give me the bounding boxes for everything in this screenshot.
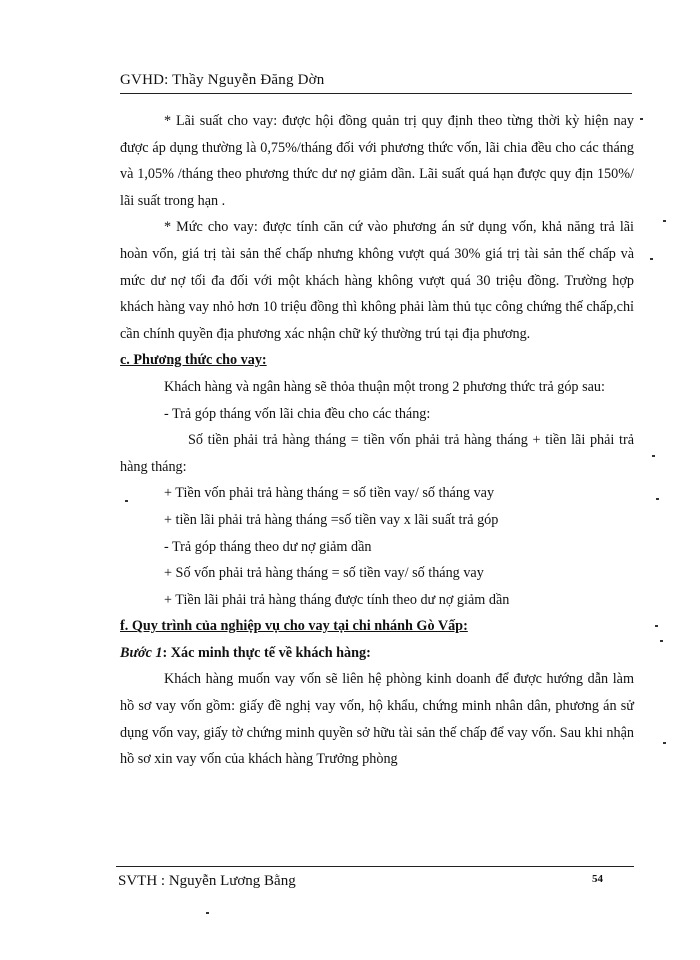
list-item-principal-2: + Số vốn phải trả hàng tháng = số tiền vay/ số tháng vay <box>164 565 484 582</box>
footer-divider <box>116 866 634 867</box>
page-header: GVHD: Thầy Nguyễn Đăng Dờn <box>120 72 325 88</box>
scan-speck <box>650 258 653 260</box>
scan-speck <box>206 912 209 914</box>
scan-speck <box>663 220 666 222</box>
page-number: 54 <box>592 873 603 885</box>
formula-monthly-payment: Số tiền phải trả hàng tháng = tiền vốn phải trả hàng tháng + tiền lãi phải trả hàng tháng: <box>120 432 634 475</box>
scan-speck <box>656 498 659 500</box>
page-footer-author: SVTH : Nguyễn Lương Bằng <box>118 873 296 889</box>
scan-speck <box>652 455 655 457</box>
list-item-interest-2: + Tiền lãi phải trả hàng tháng được tính theo dư nợ giảm dần <box>164 591 510 608</box>
step-1-heading <box>120 640 634 667</box>
step-1-paragraph: Khách hàng muốn vay vốn sẽ liên hệ phòng kinh doanh để được hướng dẫn làm hồ sơ vay vốn gồm: giấy đề nghị vay vốn, hộ khẩu, chứng minh nhân dân, phương án sử dụng vốn vay, giấy tờ chứng minh quyền sở hữu tài sản thế chấp để vay vốn. Sau khi nhận hồ sơ xin vay vốn của khách hàng Trưởng phòng <box>120 671 634 768</box>
step-1-label: Bước 1 <box>120 644 163 661</box>
list-item-decreasing-balance: - Trả góp tháng theo dư nợ giảm dần <box>164 538 372 555</box>
scan-speck <box>660 640 663 642</box>
interest-rate-paragraph: * Lãi suất cho vay: được hội đồng quản trị quy định theo từng thời kỳ hiện nay được áp dụng thường là 0,75%/tháng đối với phương thức vốn, lãi chia đều cho các tháng và 1,05% /tháng theo phương thức dư nợ giảm dần. Lãi suất quá hạn được quy địn 150%/ lãi suất trong hạn . <box>120 113 634 209</box>
loan-amount-paragraph: * Mức cho vay: được tính căn cứ vào phương án sử dụng vốn, khả năng trả lãi hoàn vốn, giá trị tài sản thế chấp nhưng không vượt quá 30% giá trị tài sản thế chấp và mức dư nợ tối đa đối với một khách hàng không vượt quá 30 triệu đồng. Trường hợp khách hàng vay nhỏ hơn 10 triệu đồng thì không phải làm thủ tục công chứng thế chấp,chỉ cần chính quyền địa phương xác nhận chữ ký thường trú tại địa phương. <box>120 219 634 342</box>
section-heading-c: c. Phương thức cho vay: <box>120 352 267 369</box>
list-item-principal: + Tiền vốn phải trả hàng tháng = số tiền vay/ số tháng vay <box>164 485 495 502</box>
scan-speck <box>663 742 666 744</box>
list-item-equal-installment: - Trả góp tháng vốn lãi chia đều cho các tháng: <box>164 405 431 422</box>
section-heading-f: f. Quy trình của nghiệp vụ cho vay tại chi nhánh Gò Vấp: <box>120 618 468 635</box>
header-divider <box>120 93 632 94</box>
scan-speck <box>125 500 128 502</box>
list-item-interest: + tiền lãi phải trả hàng tháng =số tiền vay x lãi suất trả góp <box>164 511 499 528</box>
scan-speck <box>640 118 643 120</box>
page-body <box>120 108 634 773</box>
scan-speck <box>655 625 658 627</box>
repayment-intro-paragraph: Khách hàng và ngân hàng sẽ thỏa thuận một trong 2 phương thức trả góp sau: <box>164 378 605 395</box>
step-1-title: : Xác minh thực tế về khách hàng: <box>162 644 371 661</box>
